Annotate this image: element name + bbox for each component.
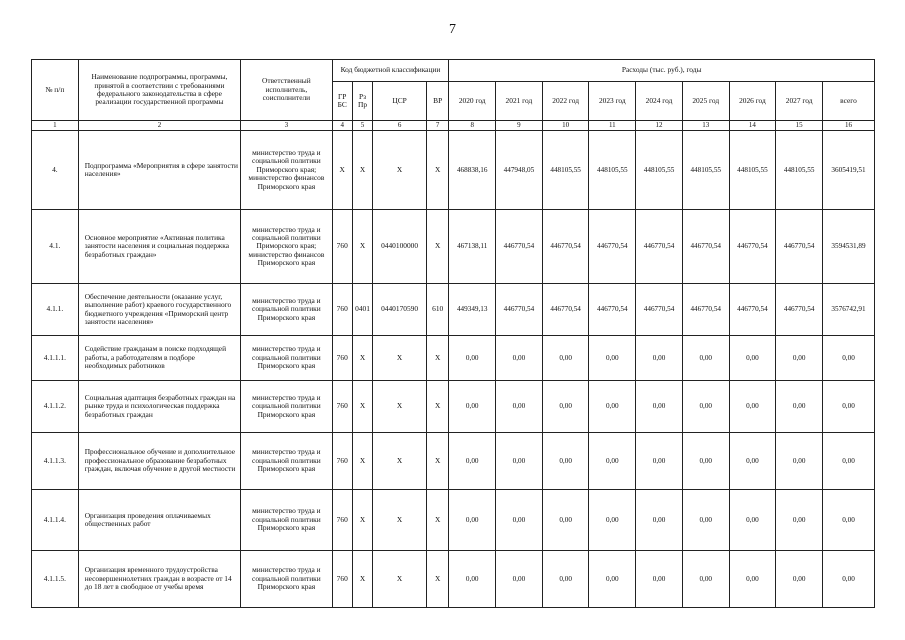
table-row	[32, 551, 875, 608]
header-year: 2023 год	[589, 82, 636, 121]
row-name: Организация проведения оплачиваемых общественных работ	[78, 490, 240, 551]
row-year-value: 0,00	[589, 551, 636, 608]
row-year-value: 0,00	[729, 433, 776, 490]
row-year-value: 0,00	[776, 490, 823, 551]
row-year-value: 0,00	[729, 336, 776, 381]
row-year-value: 446770,54	[682, 210, 729, 284]
row-year-value: 0,00	[449, 381, 496, 433]
page-number: 7	[449, 22, 456, 37]
header-year: 2025 год	[682, 82, 729, 121]
row-total: 0,00	[822, 490, 874, 551]
row-name: Профессиональное обучение и дополнительное профессиональное образование безработных граждан, включая обучение в другой местности	[78, 433, 240, 490]
header-vr: ВР	[426, 82, 448, 121]
row-csr: X	[373, 551, 427, 608]
row-year-value: 0,00	[729, 490, 776, 551]
row-number: 4.1.1.4.	[32, 490, 79, 551]
row-year-value: 467138,11	[449, 210, 496, 284]
row-total: 3576742,91	[822, 284, 874, 336]
row-year-value: 0,00	[496, 381, 543, 433]
table-header	[32, 60, 875, 131]
row-year-value: 446770,54	[682, 284, 729, 336]
row-total: 0,00	[822, 381, 874, 433]
row-rzpr: X	[352, 131, 372, 210]
row-year-value: 446770,54	[636, 284, 683, 336]
column-number: 4	[332, 121, 352, 131]
row-grbs: 760	[332, 210, 352, 284]
row-rzpr: X	[352, 551, 372, 608]
row-year-value: 446770,54	[636, 210, 683, 284]
row-year-value: 0,00	[776, 336, 823, 381]
table-row	[32, 210, 875, 284]
row-responsible: министерство труда и социальной политики Приморского края	[241, 433, 332, 490]
row-vr: X	[426, 131, 448, 210]
row-total: 3594531,89	[822, 210, 874, 284]
row-year-value: 0,00	[496, 490, 543, 551]
column-number: 6	[373, 121, 427, 131]
row-year-value: 0,00	[589, 381, 636, 433]
row-year-value: 448105,55	[729, 131, 776, 210]
row-year-value: 0,00	[496, 551, 543, 608]
row-year-value: 0,00	[776, 381, 823, 433]
table-row	[32, 336, 875, 381]
row-number: 4.1.	[32, 210, 79, 284]
column-number: 9	[496, 121, 543, 131]
row-rzpr: X	[352, 210, 372, 284]
row-year-value: 0,00	[589, 336, 636, 381]
row-number: 4.1.1.	[32, 284, 79, 336]
row-responsible: министерство труда и социальной политики Приморского края	[241, 490, 332, 551]
row-vr: X	[426, 210, 448, 284]
row-year-value: 0,00	[542, 551, 589, 608]
row-year-value: 0,00	[496, 433, 543, 490]
row-name: Организация временного трудоустройства несовершеннолетних граждан в возрасте от 14 до 18 лет в свободное от учебы время	[78, 551, 240, 608]
header-year: 2022 год	[542, 82, 589, 121]
row-responsible: министерство труда и социальной политики Приморского края	[241, 336, 332, 381]
row-grbs: 760	[332, 551, 352, 608]
column-number: 14	[729, 121, 776, 131]
row-year-value: 0,00	[542, 490, 589, 551]
row-year-value: 0,00	[449, 433, 496, 490]
row-year-value: 0,00	[729, 381, 776, 433]
table-row	[32, 381, 875, 433]
row-year-value: 0,00	[729, 551, 776, 608]
row-vr: X	[426, 551, 448, 608]
row-year-value: 0,00	[682, 490, 729, 551]
row-year-value: 0,00	[682, 381, 729, 433]
row-year-value: 446770,54	[729, 210, 776, 284]
row-year-value: 0,00	[636, 551, 683, 608]
row-year-value: 0,00	[636, 490, 683, 551]
row-responsible: министерство труда и социальной политики Приморского края; министерство финансов Приморского края	[241, 131, 332, 210]
row-year-value: 0,00	[636, 381, 683, 433]
row-rzpr: X	[352, 381, 372, 433]
header-year: 2020 год	[449, 82, 496, 121]
table-body	[32, 131, 875, 608]
row-responsible: министерство труда и социальной политики Приморского края	[241, 551, 332, 608]
column-number: 2	[78, 121, 240, 131]
table-row	[32, 131, 875, 210]
row-total: 0,00	[822, 433, 874, 490]
column-number: 3	[241, 121, 332, 131]
column-number: 5	[352, 121, 372, 131]
row-year-value: 446770,54	[729, 284, 776, 336]
header-name: Наименование подпрограммы, программы, принятой в соответствии с требованиями федерального законодательства в сфере реализации государственной программы	[78, 60, 240, 121]
header-grbs: ГР БС	[332, 82, 352, 121]
row-year-value: 0,00	[776, 433, 823, 490]
row-number: 4.1.1.5.	[32, 551, 79, 608]
row-csr: X	[373, 131, 427, 210]
row-grbs: 760	[332, 381, 352, 433]
row-csr: X	[373, 336, 427, 381]
row-rzpr: X	[352, 490, 372, 551]
row-year-value: 446770,54	[496, 210, 543, 284]
header-year: 2024 год	[636, 82, 683, 121]
table-row	[32, 490, 875, 551]
row-csr: X	[373, 490, 427, 551]
column-number: 10	[542, 121, 589, 131]
row-year-value: 446770,54	[542, 210, 589, 284]
row-name: Содействие гражданам в поиске подходящей работы, а работодателям в подборе необходимых работников	[78, 336, 240, 381]
row-grbs: 760	[332, 433, 352, 490]
column-number: 13	[682, 121, 729, 131]
row-year-value: 0,00	[776, 551, 823, 608]
header-rzpr: Рз Пр	[352, 82, 372, 121]
row-grbs: 760	[332, 490, 352, 551]
row-vr: X	[426, 433, 448, 490]
column-number: 7	[426, 121, 448, 131]
row-number: 4.	[32, 131, 79, 210]
row-csr: 0440100000	[373, 210, 427, 284]
row-year-value: 446770,54	[776, 210, 823, 284]
row-rzpr: X	[352, 433, 372, 490]
row-responsible: министерство труда и социальной политики Приморского края; министерство финансов Приморского края	[241, 210, 332, 284]
row-total: 3605419,51	[822, 131, 874, 210]
row-name: Социальная адаптация безработных граждан на рынке труда и психологическая поддержка безработных граждан	[78, 381, 240, 433]
header-responsible: Ответственный исполнитель, соисполнители	[241, 60, 332, 121]
row-year-value: 0,00	[636, 336, 683, 381]
row-number: 4.1.1.1.	[32, 336, 79, 381]
header-expenses: Расходы (тыс. руб.), годы	[449, 60, 875, 82]
row-year-value: 0,00	[682, 336, 729, 381]
header-year: 2027 год	[776, 82, 823, 121]
row-year-value: 0,00	[589, 433, 636, 490]
row-grbs: 760	[332, 336, 352, 381]
row-year-value: 446770,54	[589, 210, 636, 284]
row-csr: X	[373, 433, 427, 490]
row-year-value: 447948,05	[496, 131, 543, 210]
row-year-value: 449349,13	[449, 284, 496, 336]
row-vr: X	[426, 490, 448, 551]
column-number: 1	[32, 121, 79, 131]
column-number: 15	[776, 121, 823, 131]
row-csr: 0440170590	[373, 284, 427, 336]
row-year-value: 446770,54	[589, 284, 636, 336]
row-rzpr: X	[352, 336, 372, 381]
column-number: 12	[636, 121, 683, 131]
row-rzpr: 0401	[352, 284, 372, 336]
row-year-value: 446770,54	[776, 284, 823, 336]
header-total: всего	[822, 82, 874, 121]
row-vr: X	[426, 381, 448, 433]
row-total: 0,00	[822, 336, 874, 381]
budget-table	[31, 59, 875, 608]
row-year-value: 0,00	[542, 336, 589, 381]
row-year-value: 0,00	[682, 551, 729, 608]
row-year-value: 0,00	[496, 336, 543, 381]
header-num: № п/п	[32, 60, 79, 121]
header-year: 2026 год	[729, 82, 776, 121]
row-year-value: 0,00	[589, 490, 636, 551]
row-year-value: 0,00	[636, 433, 683, 490]
row-year-value: 0,00	[449, 551, 496, 608]
row-year-value: 446770,54	[496, 284, 543, 336]
row-year-value: 448105,55	[589, 131, 636, 210]
row-name: Подпрограмма «Мероприятия в сфере занятости населения»	[78, 131, 240, 210]
row-year-value: 0,00	[542, 381, 589, 433]
row-number: 4.1.1.2.	[32, 381, 79, 433]
row-total: 0,00	[822, 551, 874, 608]
row-year-value: 0,00	[449, 336, 496, 381]
row-csr: X	[373, 381, 427, 433]
row-responsible: министерство труда и социальной политики Приморского края	[241, 284, 332, 336]
row-year-value: 0,00	[449, 490, 496, 551]
row-year-value: 448105,55	[636, 131, 683, 210]
column-number: 8	[449, 121, 496, 131]
row-year-value: 0,00	[542, 433, 589, 490]
row-year-value: 448105,55	[542, 131, 589, 210]
table-row	[32, 284, 875, 336]
column-number: 16	[822, 121, 874, 131]
row-grbs: 760	[332, 284, 352, 336]
column-number: 11	[589, 121, 636, 131]
header-budget-code: Код бюджетной классификации	[332, 60, 449, 82]
header-csr: ЦСР	[373, 82, 427, 121]
row-grbs: X	[332, 131, 352, 210]
column-numbers-row	[32, 121, 875, 131]
row-number: 4.1.1.3.	[32, 433, 79, 490]
table-row	[32, 433, 875, 490]
row-year-value: 0,00	[682, 433, 729, 490]
row-year-value: 448105,55	[682, 131, 729, 210]
row-vr: X	[426, 336, 448, 381]
row-name: Обеспечение деятельности (оказание услуг, выполнение работ) краевого государственного бюджетного учреждения «Приморский центр занятости населения»	[78, 284, 240, 336]
row-vr: 610	[426, 284, 448, 336]
row-name: Основное мероприятие «Активная политика занятости населения и социальная поддержка безработных граждан»	[78, 210, 240, 284]
row-responsible: министерство труда и социальной политики Приморского края	[241, 381, 332, 433]
header-year: 2021 год	[496, 82, 543, 121]
row-year-value: 468838,16	[449, 131, 496, 210]
row-year-value: 448105,55	[776, 131, 823, 210]
row-year-value: 446770,54	[542, 284, 589, 336]
